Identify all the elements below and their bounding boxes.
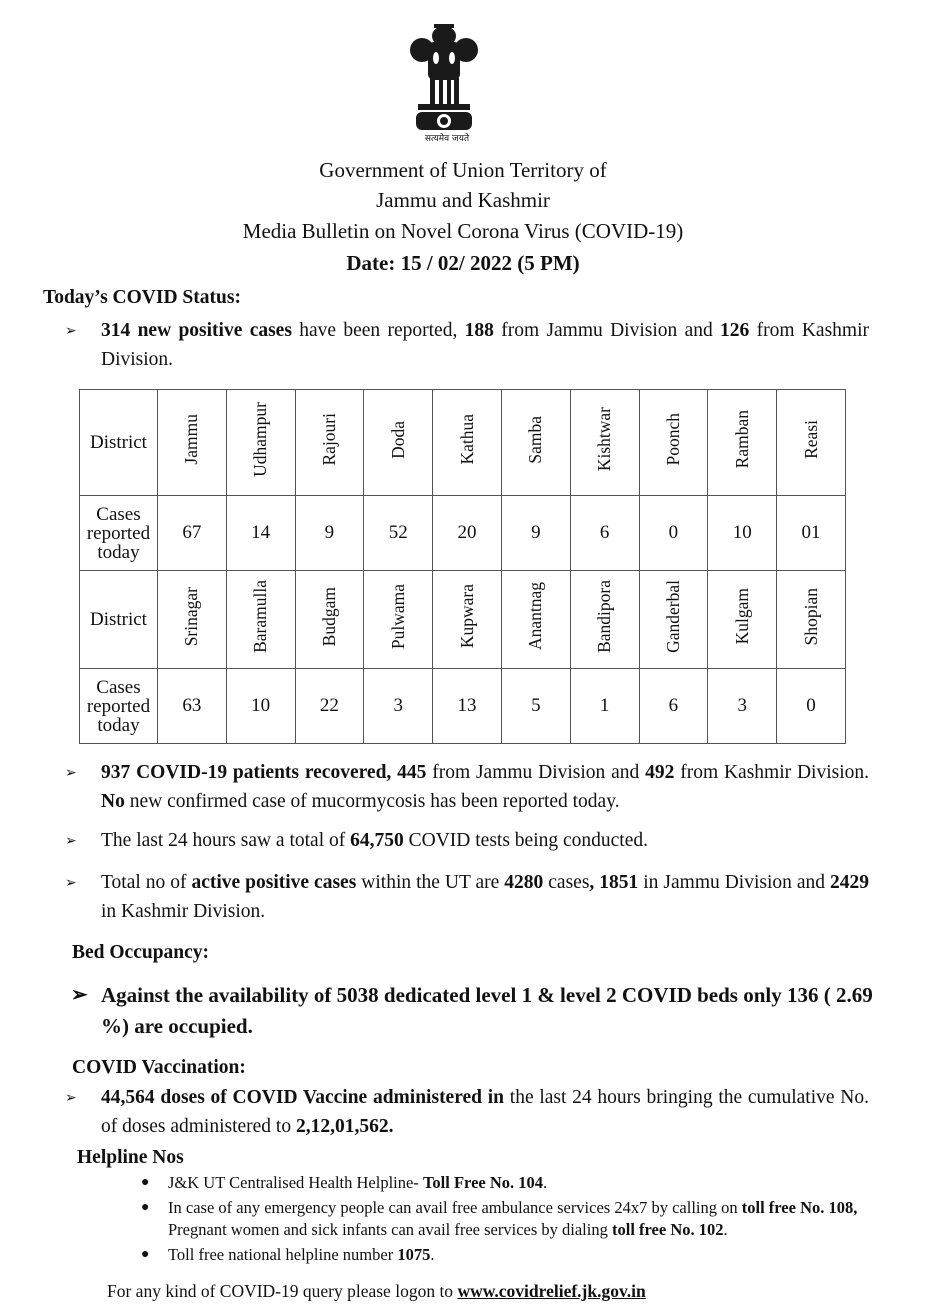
district-name: Pulwama (387, 583, 408, 650)
district-name: Kupwara (456, 584, 477, 649)
case-count: 3 (708, 669, 777, 744)
bed-occupancy-paragraph: ➢ Against the availability of 5038 dedicated level 1 & level 2 COVID beds only 136 ( 2.69 %) are occupied. (101, 980, 891, 1042)
case-count: 10 (226, 669, 295, 744)
case-count: 9 (501, 496, 570, 571)
district-name: Kishtwar (594, 407, 615, 472)
district-name: Reasi (800, 420, 821, 459)
district-name: Srinagar (181, 586, 202, 647)
case-count: 6 (639, 669, 708, 744)
bulletin-title: Media Bulletin on Novel Corona Virus (COVID-19) (242, 219, 684, 243)
tests-paragraph: ➢ The last 24 hours saw a total of 64,750 COVID tests being conducted. (101, 826, 869, 855)
national-emblem-icon (404, 18, 484, 146)
bed-occupancy-heading: Bed Occupancy: (72, 942, 210, 963)
table-row-jammu-cases (80, 496, 846, 571)
recovered-paragraph: ➢ 937 COVID-19 patients recovered, 445 from Jammu Division and 492 from Kashmir Division. No new confirmed case of mucormycosis has been reported today. (101, 758, 869, 816)
district-name: Udhampur (250, 402, 271, 477)
district-label: District (80, 571, 158, 669)
district-name: Shopian (800, 587, 821, 646)
case-count: 5 (501, 669, 570, 744)
district-name: Bandipora (594, 580, 615, 653)
district-name: Baramulla (250, 580, 271, 653)
case-count: 52 (364, 496, 433, 571)
case-count: 20 (433, 496, 502, 571)
arrow-bullet-icon: ➢ (65, 766, 77, 781)
footer-note: For any kind of COVID-19 query please logon to www.covidrelief.jk.gov.in (107, 1281, 646, 1301)
district-name: Jammu (181, 414, 202, 465)
district-name: Ramban (731, 410, 752, 469)
district-cases-table (79, 389, 846, 744)
case-count: 0 (639, 496, 708, 571)
case-count: 9 (295, 496, 364, 571)
table-row-kashmir-cases (80, 669, 846, 744)
arrow-bullet-icon: ➢ (65, 876, 77, 891)
arrow-bullet-icon: ➢ (65, 1091, 77, 1106)
case-count: 14 (226, 496, 295, 571)
vaccination-heading: COVID Vaccination: (72, 1057, 246, 1078)
case-count: 01 (777, 496, 846, 571)
covid-relief-link[interactable]: www.covidrelief.jk.gov.in (457, 1281, 646, 1301)
helpline-item: ● In case of any emergency people can avail free ambulance services 24x7 by calling on toll free No. 108, Pregnant women and sick infants can avail free services by dialing toll free No. 102. (141, 1198, 858, 1239)
vaccination-paragraph: ➢ 44,564 doses of COVID Vaccine administered in the last 24 hours bringing the cumulative No. of doses administered to 2,12,01,562. (101, 1083, 869, 1141)
cases-label: Cases reported today (80, 669, 158, 744)
table-row-jammu-districts (80, 390, 846, 496)
helpline-heading: Helpline Nos (77, 1147, 184, 1168)
cases-label: Cases reported today (80, 496, 158, 571)
case-count: 1 (570, 669, 639, 744)
arrow-bullet-icon: ➢ (71, 984, 88, 1006)
district-label: District (80, 390, 158, 496)
district-name: Rajouri (318, 413, 339, 466)
case-count: 6 (570, 496, 639, 571)
district-name: Poonch (662, 413, 683, 466)
bullet-dot-icon: ● (141, 1200, 150, 1215)
helpline-item: ● J&K UT Centralised Health Helpline- Toll Free No. 104. (141, 1173, 548, 1192)
district-name: Doda (387, 420, 408, 459)
bullet-dot-icon: ● (141, 1247, 150, 1262)
district-name: Samba (525, 415, 546, 464)
district-name: Ganderbal (662, 580, 683, 653)
arrow-bullet-icon: ➢ (65, 324, 77, 339)
govt-title: Government of Union Territory of (319, 158, 607, 182)
district-name: Kulgam (731, 588, 752, 645)
ut-name: Jammu and Kashmir (376, 188, 550, 212)
table-row-kashmir-districts (80, 571, 846, 669)
arrow-bullet-icon: ➢ (65, 834, 77, 849)
helpline-item: ● Toll free national helpline number 1075. (141, 1245, 435, 1264)
case-count: 0 (777, 669, 846, 744)
bulletin-date: Date: 15 / 02/ 2022 (5 PM) (346, 251, 580, 275)
case-count: 63 (157, 669, 226, 744)
district-name: Anantnag (525, 582, 546, 651)
active-cases-paragraph: ➢ Total no of active positive cases within the UT are 4280 cases, 1851 in Jammu Division and 2429 in Kashmir Division. (101, 868, 869, 926)
case-count: 10 (708, 496, 777, 571)
case-count: 67 (157, 496, 226, 571)
district-name: Kathua (456, 414, 477, 465)
emblem-motto: सत्यमेव जयते (424, 134, 470, 144)
district-name: Budgam (318, 586, 339, 647)
bullet-dot-icon: ● (141, 1175, 150, 1190)
case-count: 22 (295, 669, 364, 744)
case-count: 3 (364, 669, 433, 744)
status-heading: Today’s COVID Status: (43, 287, 241, 308)
new-cases-paragraph: ➢ 314 new positive cases have been reported, 188 from Jammu Division and 126 from Kashmir Division. (101, 316, 869, 374)
case-count: 13 (433, 669, 502, 744)
